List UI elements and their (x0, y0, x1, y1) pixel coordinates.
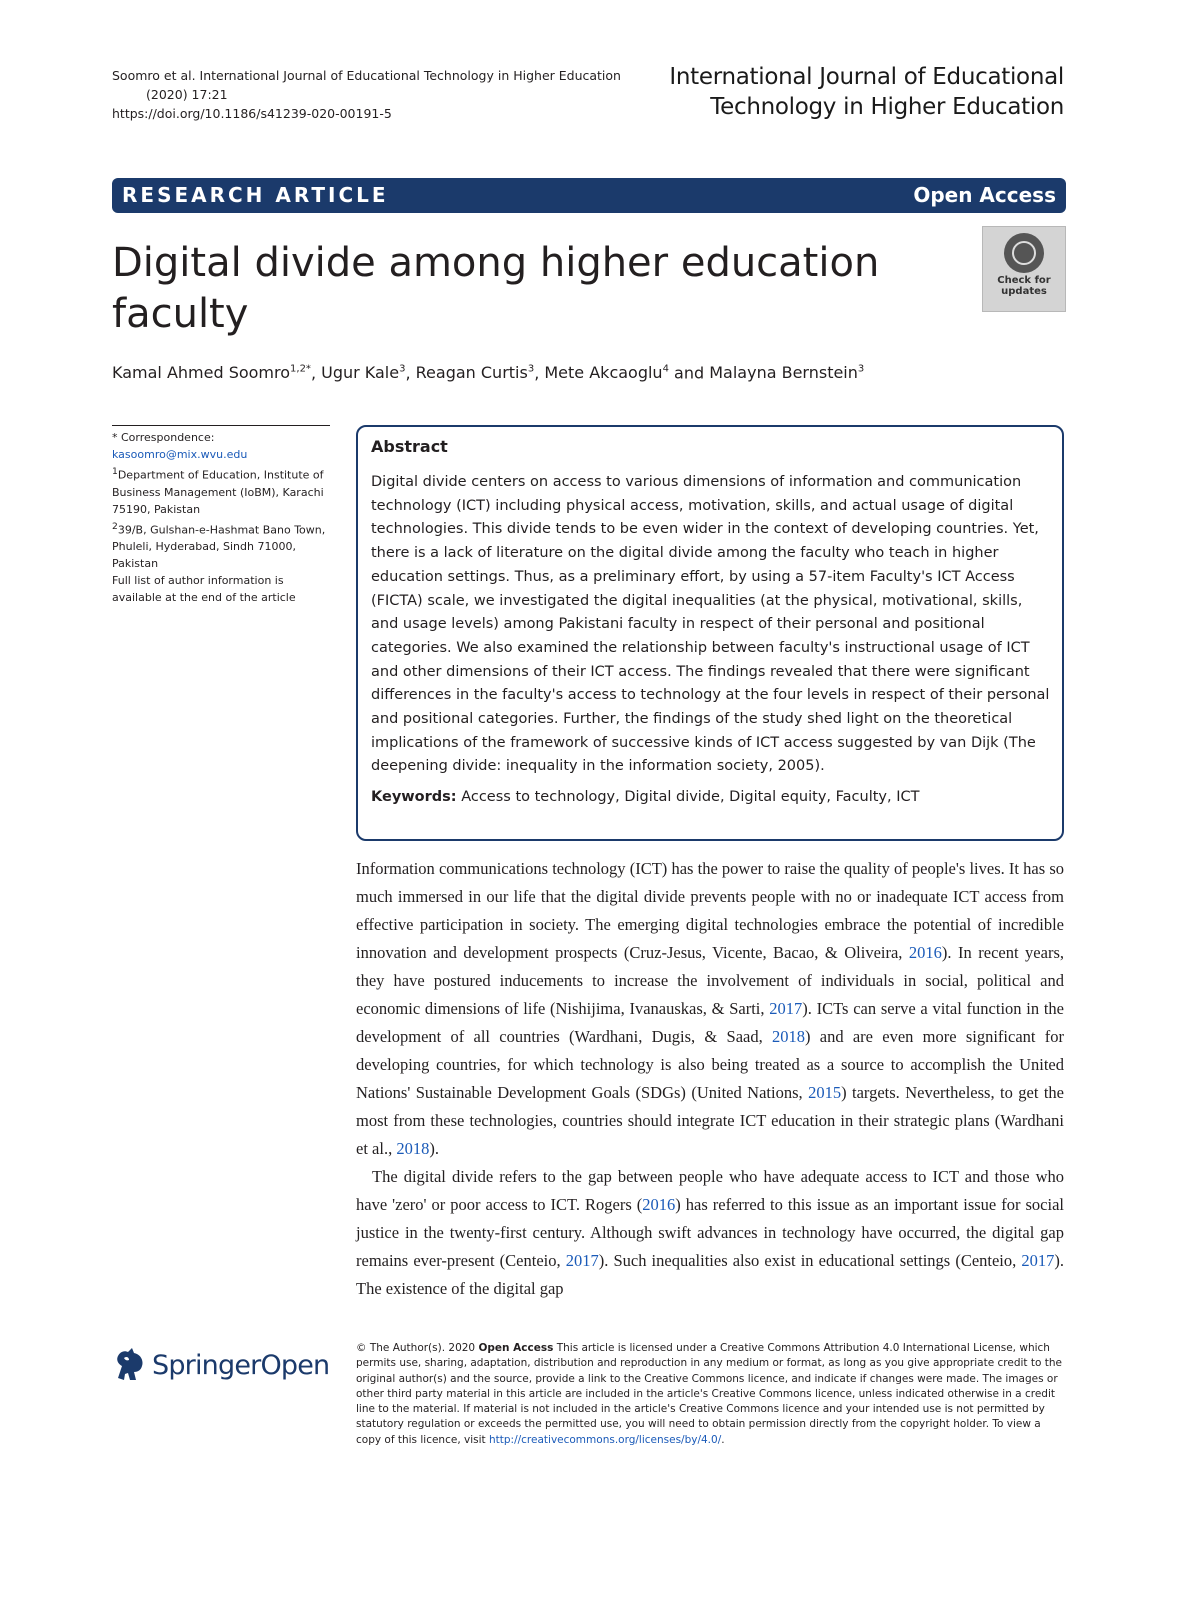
body-text (356, 855, 1064, 1303)
citation-link[interactable]: 2018 (772, 1027, 805, 1046)
citation-link[interactable]: 2017 (565, 1251, 599, 1270)
citation-link[interactable]: 2016 (908, 943, 942, 962)
email-link[interactable]: kasoomro@mix.wvu.edu (112, 448, 248, 461)
check-for-updates-icon (1004, 233, 1044, 273)
article-type-banner (112, 178, 1066, 213)
correspondence-sidebar (112, 425, 330, 606)
journal-title-line1: International Journal of Educational (669, 64, 1064, 90)
article-type: RESEARCH ARTICLE (122, 183, 389, 207)
author-info-note: Full list of author information is available at the end of the article (112, 574, 296, 605)
citation-block (112, 66, 652, 123)
article-title: Digital divide among higher education faculty (112, 240, 880, 337)
license-link[interactable]: http://creativecommons.org/licenses/by/4.0/ (488, 1433, 722, 1446)
body-paragraph: The digital divide refers to the gap between people who have adequate access to ICT and those who have 'zero' or poor access to ICT. Rogers (2016) has referred to this issue as an important issue for social justice in the twenty-first century. Although swift advances in technology have occurred, the digital gap remains ever-present (Centeio, 2017). Such inequalities also exist in educational settings (Centeio, 2017). The existence of the digital gap (356, 1167, 1065, 1298)
license-notice: © The Author(s). 2020 Open Access This article is licensed under a Creative Commons Attribution 4.0 International License, which permits use, sharing, adaptation, distribution and reproduction in any medium or format, as long as you give appropriate credit to the original author(s) and the source, provide a link to the Creative Commons licence, and indicate if changes were made. The images or other third party material in this article are included in the article's Creative Commons licence, unless indicated otherwise in a credit line to the material. If material is not included in the article's Creative Commons licence and your intended use is not permitted by statutory regulation or exceeds the permitted use, you will need to obtain permission directly from the copyright holder. To view a copy of this licence, visit http://creativecommons.org/licenses/by/4.0/. (356, 1342, 1062, 1446)
author: Mete Akcaoglu$^4$ (544, 363, 669, 383)
author-list: Kamal Ahmed Soomro$^{1,2*}$, Ugur Kale$^3$, Reagan Curtis$^3$, Mete Akcaoglu$^4$ and Malayna Bernstein$^3$ (112, 363, 865, 383)
check-for-updates-label: Check for updates (997, 275, 1051, 297)
affiliation: $^1$Department of Education, Institute of Business Management (IoBM), Karachi 75190, Pakistan (112, 466, 324, 516)
keywords: Keywords: Access to technology, Digital divide, Digital equity, Faculty, ICT (371, 789, 920, 806)
springer-horse-icon (112, 1344, 148, 1384)
author: Malayna Bernstein$^3$ (709, 363, 865, 383)
abstract-heading: Abstract (371, 437, 448, 456)
citation-link[interactable]: 2015 (808, 1083, 842, 1102)
citation-link[interactable]: 2017 (769, 999, 803, 1018)
author: Kamal Ahmed Soomro$^{1,2*}$ (112, 363, 311, 383)
citation-link[interactable]: 2016 (642, 1195, 676, 1214)
publisher-logo (112, 1342, 332, 1394)
author: Reagan Curtis$^3$ (415, 363, 535, 383)
author: Ugur Kale$^3$ (321, 363, 406, 383)
doi-link[interactable]: https://doi.org/10.1186/s41239-020-00191-5 (112, 106, 392, 121)
publisher-name: SpringerOpen (152, 1350, 330, 1381)
body-paragraph: Information communications technology (ICT) has the power to raise the quality of people's lives. It has so much immersed in our life that the digital divide prevents people with no or inadequate ICT access from effective participation in society. The emerging digital technologies embrace the potential of incredible innovation and development prospects (Cruz-Jesus, Vicente, Bacao, & Oliveira, 2016). In recent years, they have postured inducements to increase the involvement of individuals in social, political and economic dimensions of life (Nishijima, Ivanauskas, & Sarti, 2017). ICTs can serve a vital function in the development of all countries (Wardhani, Dugis, & Saad, 2018) and are even more significant for developing countries, for which technology is also being treated as a source to accomplish the United Nations' Sustainable Development Goals (SDGs) (United Nations, 2015) targets. Nevertheless, to get the most from these technologies, countries should integrate ICT education in their strategic plans (Wardhani et al., 2018). (356, 859, 1065, 1158)
correspondence: * Correspondence: kasoomro@mix.wvu.edu (112, 431, 248, 461)
citation-volume: (2020) 17:21 (146, 87, 228, 102)
affiliation: $^2$39/B, Gulshan-e-Hashmat Bano Town, Phuleli, Hyderabad, Sindh 71000, Pakistan (112, 520, 326, 571)
citation-line: Soomro et al. International Journal of Educational Technology in Higher Education (112, 68, 621, 83)
check-for-updates-badge[interactable] (982, 226, 1066, 312)
journal-title-line2: Technology in Higher Education (710, 94, 1064, 120)
citation-link[interactable]: 2018 (396, 1139, 430, 1158)
citation-link[interactable]: 2017 (1021, 1251, 1055, 1270)
abstract-box (356, 425, 1064, 841)
open-access-label: Open Access (913, 183, 1056, 207)
journal-title (644, 62, 1064, 122)
abstract-text: Digital divide centers on access to various dimensions of information and communication technology (ICT) including physical access, motivation, skills, and actual usage of digital technologies. This divide tends to be even wider in the context of developing countries. Yet, there is a lack of literature on the digital divide among the faculty who teach in higher education settings. Thus, as a preliminary effort, by using a 57-item Faculty's ICT Access (FICTA) scale, we investigated the digital inequalities (at the physical, motivational, skills, and usage levels) among Pakistani faculty in respect of their personal and positional categories. We also examined the relationship between faculty's instructional usage of ICT and other dimensions of their ICT access. The findings revealed that there were significant differences in the faculty's access to technology at the four levels in respect of their personal and positional categories. Further, the findings of the study shed light on the theoretical implications of the framework of successive kinds of ICT access suggested by van Dijk (The deepening divide: inequality in the information society, 2005). (371, 474, 1050, 775)
